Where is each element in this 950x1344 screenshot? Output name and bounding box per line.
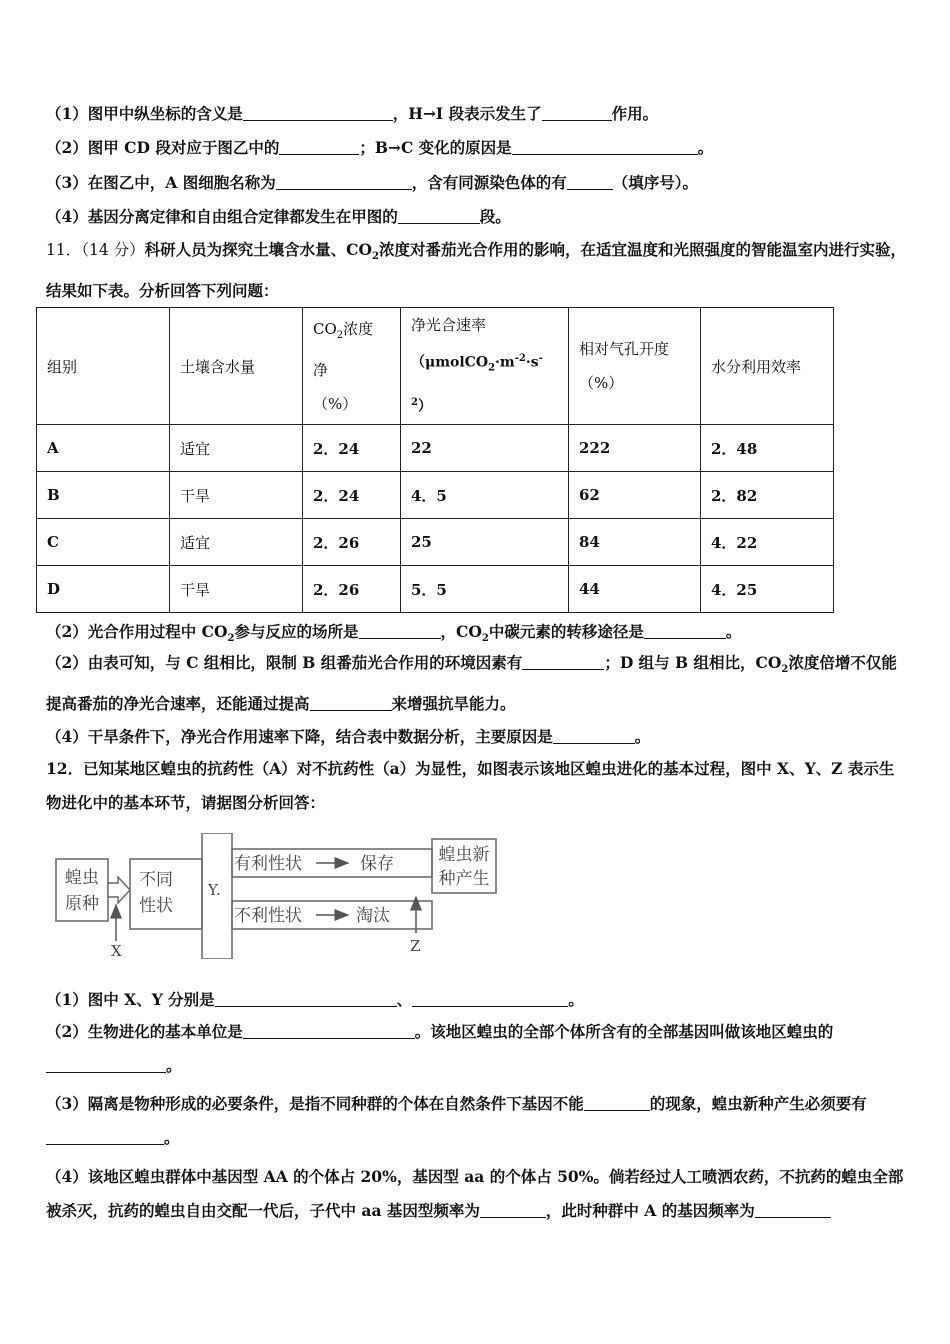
header-rate: 净光合速率 $(\mu molCO_2\cdot m^{-2}\cdot s^{-2})$	[401, 308, 569, 425]
y-label: Y.	[208, 881, 221, 899]
answer-blank[interactable]	[243, 1024, 415, 1039]
new-species-label-2: 种产生	[438, 869, 490, 889]
answer-blank[interactable]	[512, 140, 698, 155]
answer-blank[interactable]	[359, 624, 441, 639]
answer-blank[interactable]	[215, 992, 397, 1007]
answer-blank[interactable]	[398, 209, 480, 224]
header-group: 组别	[37, 308, 170, 425]
header-water: 水分利用效率	[701, 308, 834, 425]
header-co2: $CO_2$浓度 净 （%）	[303, 308, 401, 425]
original-species-label-2: 原种	[65, 894, 99, 914]
table-row: C 适宜 2．26 25 84 4．22	[37, 519, 834, 566]
q10-line-4: （4）基因分离定律和自由组合定律都发生在甲图的 段。	[46, 207, 511, 226]
different-traits-label-1: 不同	[139, 870, 173, 890]
header-soil: 土壤含水量	[170, 308, 303, 425]
table-header-row	[37, 308, 834, 425]
evolution-diagram	[50, 833, 510, 959]
q11-sub-1: （2）光合作用过程中 $CO_2$参与反应的场所是 ，$CO_2$中碳元素的转移途径是 。	[46, 622, 742, 645]
results-table	[36, 307, 834, 613]
q10-line-3: （3）在图乙中，A 图细胞名称为 ，含有同源染色体的有 （填序号）。	[46, 173, 698, 192]
original-species-label-1: 蝗虫	[65, 868, 99, 888]
q11-sub-4: （4）干旱条件下，净光合作用速率下降，结合表中数据分析，主要原因是 。	[46, 727, 651, 746]
answer-blank[interactable]	[46, 1058, 166, 1073]
different-traits-label-2: 性状	[139, 896, 173, 916]
unfavorable-traits-label: 不利性状	[234, 906, 302, 926]
answer-blank[interactable]	[584, 1096, 650, 1111]
answer-blank[interactable]	[522, 655, 604, 670]
answer-blank[interactable]	[567, 175, 613, 190]
new-species-label-1: 蝗虫新	[438, 845, 490, 865]
eliminate-label: 淘汰	[356, 906, 390, 926]
answer-blank[interactable]	[310, 696, 392, 711]
keep-label: 保存	[360, 854, 394, 874]
answer-blank[interactable]	[46, 1130, 164, 1145]
header-stoma: 相对气孔开度 （%）	[569, 308, 701, 425]
q12-intro: 12．已知某地区蝗虫的抗药性（A）对不抗药性（a）为显性，如图表示该地区蝗虫进化的基本过程，图中 X、Y、Z 表示生物进化中的基本环节，请据图分析回答：	[46, 759, 895, 812]
q11-sub-2: （2）由表可知，与 C 组相比，限制 B 组番茄光合作用的环境因素有 ；D 组与 B 组相比，$CO_2$浓度倍增不仅能提高番茄的净光合速率，还能通过提高 来增强抗旱能力。	[46, 653, 897, 714]
table-row: B 干旱 2．24 4．5 62 2．82	[37, 472, 834, 519]
q11-intro: 11．（14 分）科研人员为探究土壤含水量、$CO_2$浓度对番茄光合作用的影响，在适宜温度和光照强度的智能温室内进行实验，结果如下表。分析回答下列问题：	[46, 240, 906, 301]
z-label: Z	[410, 937, 421, 955]
answer-blank[interactable]	[480, 1203, 546, 1218]
table-row: A 适宜 2．24 22 222 2．48	[37, 425, 834, 472]
answer-blank[interactable]	[644, 624, 726, 639]
answer-blank[interactable]	[243, 106, 393, 121]
table-row: D 干旱 2．26 5．5 44 4．25	[37, 566, 834, 613]
q12-sub-2: （2）生物进化的基本单位是 。该地区蝗虫的全部个体所含有的全部基因叫做该地区蝗虫的。	[46, 1022, 834, 1075]
q12-sub-3: （3）隔离是物种形成的必要条件，是指不同种群的个体在自然条件下基因不能 的现象，蝗虫新种产生必须要有。	[46, 1094, 867, 1147]
answer-blank[interactable]	[276, 175, 412, 190]
x-label: X	[111, 942, 122, 959]
answer-blank[interactable]	[755, 1203, 831, 1218]
answer-blank[interactable]	[542, 106, 612, 121]
favorable-traits-label: 有利性状	[234, 854, 302, 874]
q10-line-1: （1）图甲中纵坐标的含义是 ，H→I 段表示发生了 作用。	[46, 104, 659, 123]
answer-blank[interactable]	[279, 140, 359, 155]
answer-blank[interactable]	[553, 729, 635, 744]
q12-sub-4: （4）该地区蝗虫群体中基因型 AA 的个体占 20%，基因型 aa 的个体占 50%。倘若经过人工喷洒农药，不抗药的蝗虫全部被杀灭，抗药的蝗虫自由交配一代后，子代中 aa 基因型频率为 ，此时种群中 A 的基因频率为	[46, 1167, 904, 1220]
q10-line-2: （2）图甲 CD 段对应于图乙中的 ；B→C 变化的原因是 。	[46, 138, 714, 157]
q12-sub-1: （1）图中 X、Y 分别是 、 。	[46, 990, 584, 1009]
answer-blank[interactable]	[412, 992, 568, 1007]
hollow-arrow-icon	[108, 877, 130, 903]
